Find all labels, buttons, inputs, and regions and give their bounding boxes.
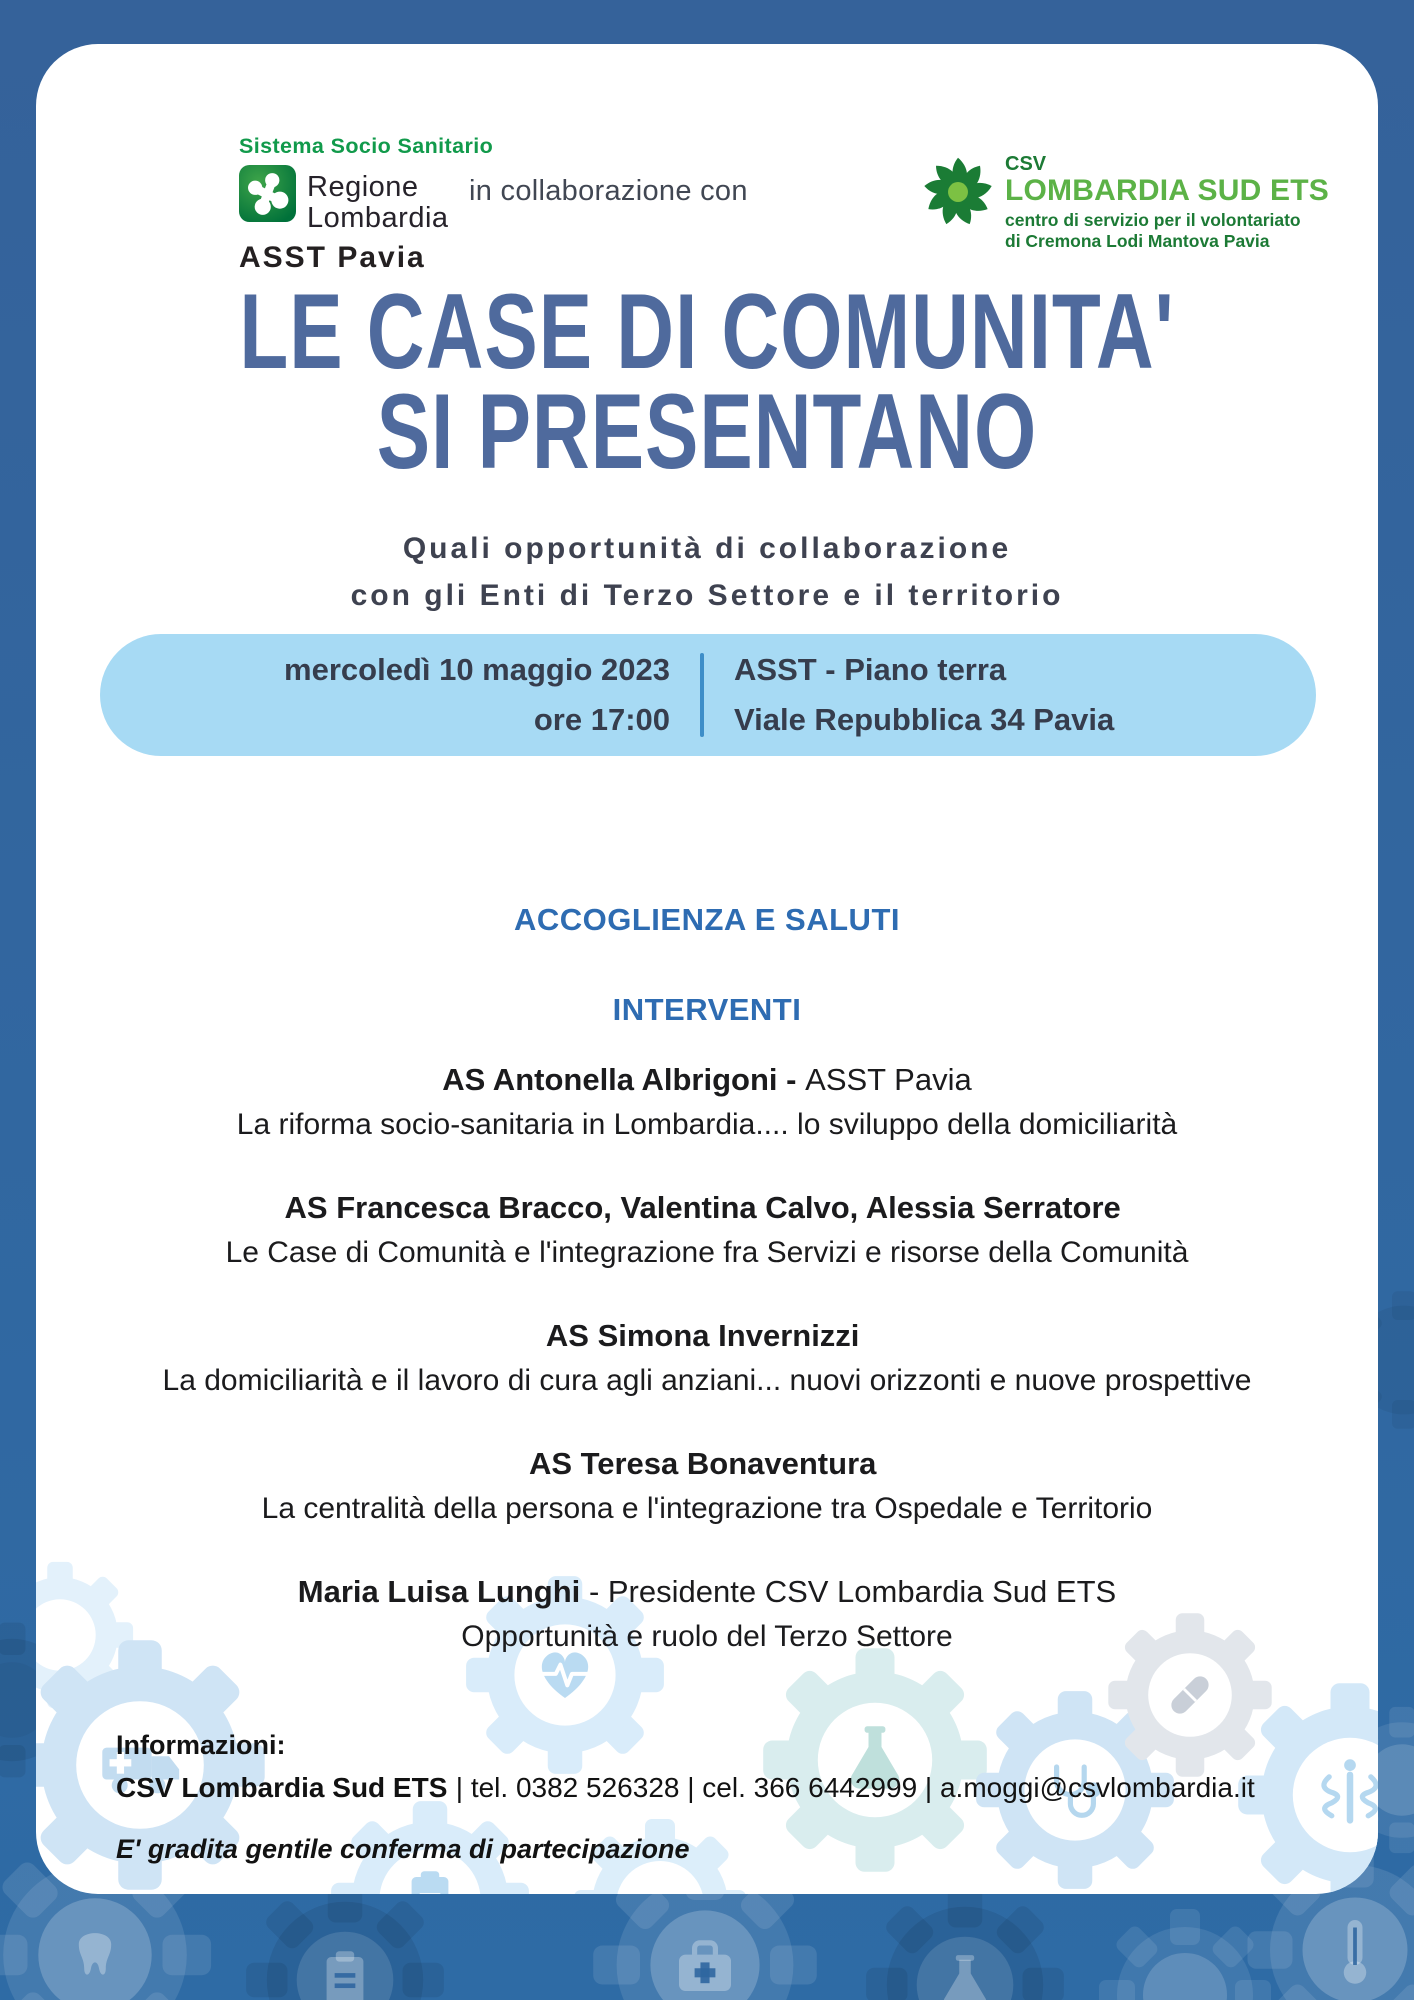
- section-heading-interventi: INTERVENTI: [612, 992, 802, 1027]
- csv-description: centro di servizio per il volontariato di Cremona Lodi Mantova Pavia: [1005, 210, 1301, 251]
- speaker-topic: La domiciliarità e il lavoro di cura agli anziani... nuovi orizzonti e nuove prospettive: [162, 1364, 1252, 1397]
- lombardia-rosa-camuna-icon: [239, 165, 296, 222]
- csv-logo-block: [920, 152, 1329, 251]
- event-date: mercoledì 10 maggio 2023 ore 17:00: [284, 651, 670, 737]
- page-title: LE CASE DI COMUNITA' SI PRESENTANO: [239, 271, 1175, 491]
- gear-icon: [246, 1881, 444, 2000]
- speaker-topic: Le Case di Comunità e l'integrazione fra Servizi e risorse della Comunità: [225, 1236, 1189, 1269]
- regione-lombardia-logo-block: [239, 134, 493, 275]
- date-location-banner: [100, 634, 1316, 756]
- event-card: [36, 44, 1378, 1894]
- contact-line: [116, 1772, 1255, 1804]
- speaker-name: AS Francesca Bracco, Valentina Calvo, Alessia Serratore: [284, 1190, 1121, 1225]
- event-location: ASST - Piano terra Viale Repubblica 34 Pavia: [734, 651, 1115, 737]
- gear-icon: [1099, 1909, 1271, 2000]
- speaker-topic: La centralità della persona e l'integrazione tra Ospedale e Territorio: [261, 1492, 1153, 1525]
- speaker-topic: La riforma socio-sanitaria in Lombardia.... lo sviluppo della domiciliarità: [236, 1108, 1178, 1141]
- org-name: CSV Lombardia Sud ETS: [116, 1772, 448, 1803]
- speaker-name: Maria Luisa Lunghi - Presidente CSV Lombardia Sud ETS: [297, 1574, 1117, 1609]
- speaker-name: AS Simona Invernizzi: [545, 1318, 860, 1353]
- section-heading-welcome: ACCOGLIENZA E SALUTI: [513, 902, 900, 937]
- speaker-name: AS Antonella Albrigoni - ASST Pavia: [442, 1062, 972, 1097]
- csv-name-label: LOMBARDIA SUD ETS: [1005, 174, 1329, 207]
- gear-icon: [866, 1886, 1064, 2000]
- contact-details: | tel. 0382 526328 | cel. 366 6442999 | a.moggi@csvlombardia.it: [455, 1772, 1255, 1803]
- regione-lombardia-label: Regione Lombardia: [307, 171, 449, 234]
- csv-swirl-icon: [920, 152, 996, 232]
- rsvp-note: E' gradita gentile conferma di partecipazione: [116, 1834, 690, 1864]
- sistema-socio-sanitario-label: Sistema Socio Sanitario: [239, 134, 494, 158]
- clipboard-icon: [327, 1951, 364, 2000]
- page-subtitle: Quali opportunità di collaborazione con gli Enti di Terzo Settore e il territorio: [350, 532, 1064, 612]
- asst-pavia-label: ASST Pavia: [239, 241, 426, 275]
- speaker-name: AS Teresa Bonaventura: [528, 1446, 877, 1481]
- speaker-topic: Opportunità e ruolo del Terzo Settore: [461, 1620, 953, 1653]
- csv-label: CSV: [1005, 153, 1047, 175]
- info-label: Informazioni:: [116, 1730, 286, 1760]
- collaboration-text: in collaborazione con: [469, 175, 748, 207]
